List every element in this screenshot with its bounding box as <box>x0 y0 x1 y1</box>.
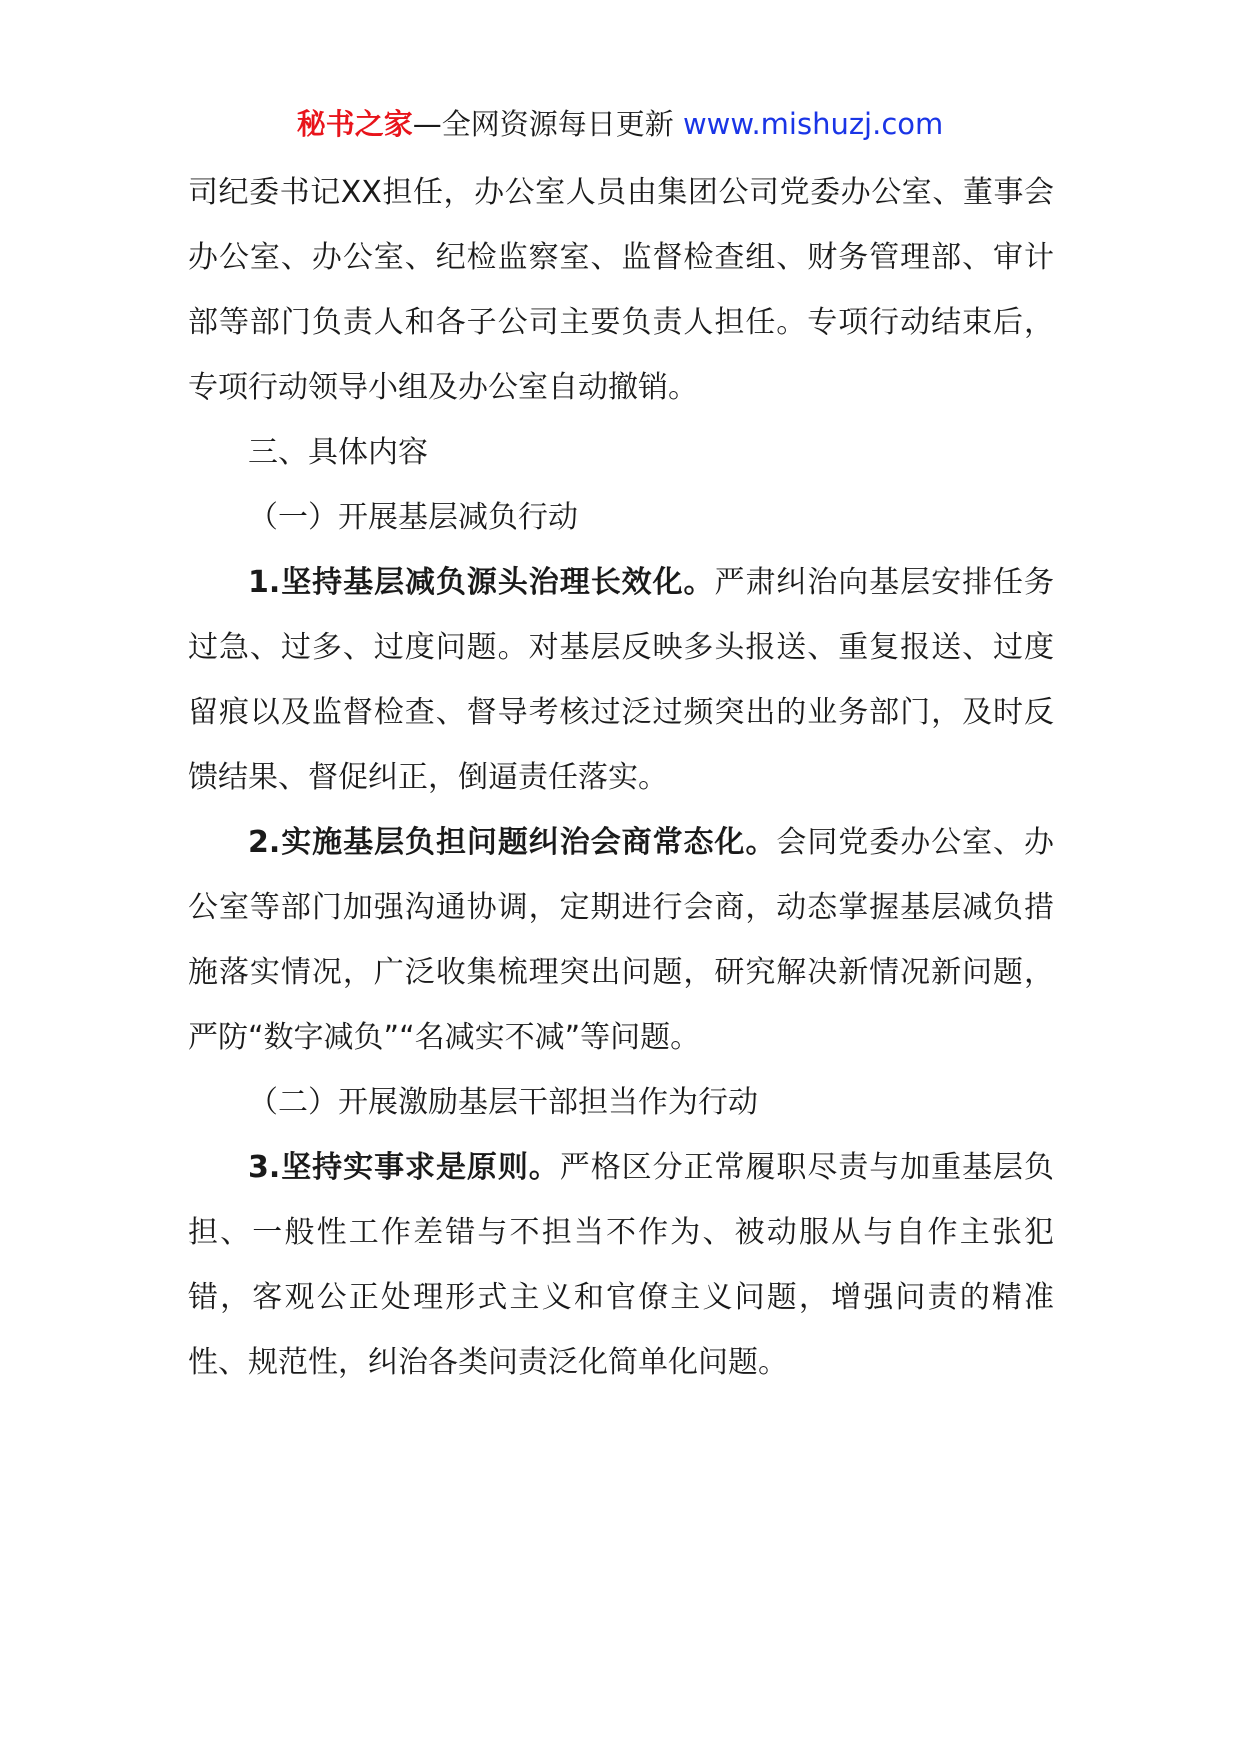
brand-tagline: —全网资源每日更新 <box>412 107 674 141</box>
item-paragraph-2 <box>188 810 1054 1070</box>
item-text-1: 严肃纠治向基层安排任务过急、过多、过度问题。对基层反映多头报送、重复报送、过度留痕以及监督检查、督导考核过泛过频突出的业务部门，及时反馈结果、督促纠正，倒逼责任落实。 <box>188 565 1055 795</box>
item-heading-2: 2.实施基层负担问题纠治会商常态化。 <box>248 825 777 860</box>
page-header <box>0 104 1240 144</box>
brand-url-link[interactable]: www.mishuzj.com <box>682 107 944 141</box>
section-heading: 三、具体内容 <box>248 435 428 470</box>
subsection-heading-1: （一）开展基层减负行动 <box>248 500 578 535</box>
item-paragraph-1 <box>188 550 1054 810</box>
item-heading-3: 3.坚持实事求是原则。 <box>248 1150 560 1185</box>
paragraph-continuation: 司纪委书记XX担任，办公室人员由集团公司党委办公室、董事会办公室、办公室、纪检监察室、监督检查组、财务管理部、审计部等部门负责人和各子公司主要负责人担任。专项行动结束后，专项行动领导小组及办公室自动撤销。 <box>188 175 1054 405</box>
item-text-3: 严格区分正常履职尽责与加重基层负担、一般性工作差错与不担当不作为、被动服从与自作主张犯错，客观公正处理形式主义和官僚主义问题，增强问责的精准性、规范性，纠治各类问责泛化简单化问题。 <box>188 1150 1054 1380</box>
brand-name: 秘书之家 <box>296 107 413 141</box>
item-text-2: 会同党委办公室、办公室等部门加强沟通协调，定期进行会商，动态掌握基层减负措施落实情况，广泛收集梳理突出问题，研究解决新情况新问题，严防“数字减负”“名减实不减”等问题。 <box>188 825 1054 1055</box>
item-heading-1: 1.坚持基层减负源头治理长效化。 <box>248 565 715 600</box>
item-paragraph-3 <box>188 1135 1054 1395</box>
document-body <box>188 160 1054 1395</box>
subsection-heading-2: （二）开展激励基层干部担当作为行动 <box>248 1085 758 1120</box>
